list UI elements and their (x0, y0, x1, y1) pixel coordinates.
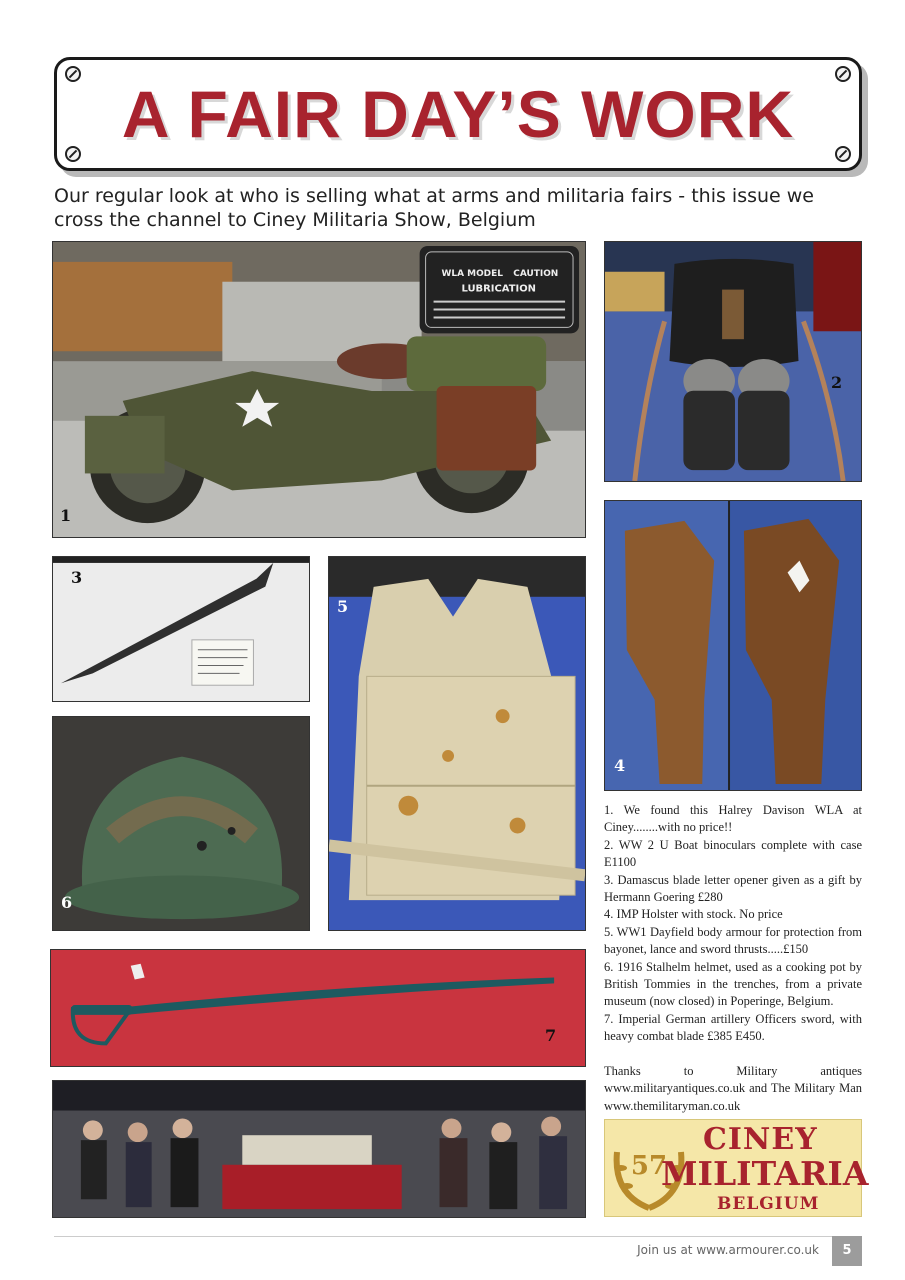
ciney-militaria-logo (604, 1119, 869, 1217)
photo-letter-opener (52, 556, 310, 702)
fair-crowd-image (53, 1081, 585, 1217)
photo-helmet (52, 716, 310, 931)
helmet-image (53, 717, 309, 930)
caption-2: 2. WW 2 U Boat binoculars complete with case E1100 (604, 837, 862, 870)
caption-4: 4. IMP Holster with stock. No price (604, 907, 783, 922)
plate-caution: CAUTION (513, 268, 559, 279)
caption-1: 1. We found this Halrey Davison WLA at Ciney........with no price!! (604, 803, 862, 835)
body-armour-image (329, 557, 585, 930)
photo-motorcycle (52, 241, 586, 538)
caption-6: 6. 1916 Stalhelm helmet, used as a cooking pot by British Tommies in the trenches, from a private museum (now closed) in Poperinge, Belgium. (604, 959, 862, 1009)
photo-fair-crowd (52, 1080, 586, 1218)
photo-number: 3 (71, 568, 83, 587)
photo-number: 2 (831, 373, 843, 392)
binoculars-image (605, 242, 861, 481)
logo-line-3: BELGIUM (717, 1194, 820, 1214)
plate-lubrication: LUBRICATION (461, 283, 537, 295)
sword-image (51, 950, 585, 1066)
motorcycle-image (53, 242, 585, 537)
footer-divider (54, 1236, 862, 1237)
photo-number: 6 (61, 893, 73, 912)
caption-7: 7. Imperial German artillery Officers sword, with heavy combat blade £385 E450. (604, 1011, 862, 1044)
logo-line-2: MILITARIA (661, 1154, 869, 1193)
caption-3: 3. Damascus blade letter opener given as a gift by Hermann Goering £280 (604, 872, 862, 905)
photo-body-armour (328, 556, 586, 931)
page-number: 5 (832, 1236, 862, 1266)
intro-text: Our regular look at who is selling what at arms and militaria fairs - this issue we cross the channel to Ciney Militaria Show, Belgium (54, 185, 814, 231)
plate-title: WLA MODEL (441, 268, 503, 279)
edition-number: 57 (630, 1151, 668, 1181)
captions (604, 802, 862, 1115)
holster-image (605, 501, 861, 790)
letter-opener-image (53, 557, 309, 701)
footer-link[interactable]: Join us at www.armourer.co.uk (637, 1243, 819, 1257)
photo-holster (604, 500, 862, 791)
title-banner (54, 57, 862, 171)
page-title: A FAIR DAY’S WORK (121, 77, 795, 151)
photo-binoculars (604, 241, 862, 482)
photo-sword (50, 949, 586, 1067)
thanks-text: Thanks to Military antiques www.militaryantiques.co.uk and The Military Man www.themilitaryman.co.uk (604, 1063, 862, 1113)
caption-5: 5. WW1 Dayfield body armour for protection from bayonet, lance and sword thrusts.....£150 (604, 924, 862, 957)
photo-number: 4 (614, 756, 626, 775)
photo-number: 7 (545, 1026, 557, 1045)
photo-number: 5 (337, 597, 349, 616)
logo-line-1: CINEY (703, 1122, 818, 1157)
photo-number: 1 (60, 506, 72, 525)
